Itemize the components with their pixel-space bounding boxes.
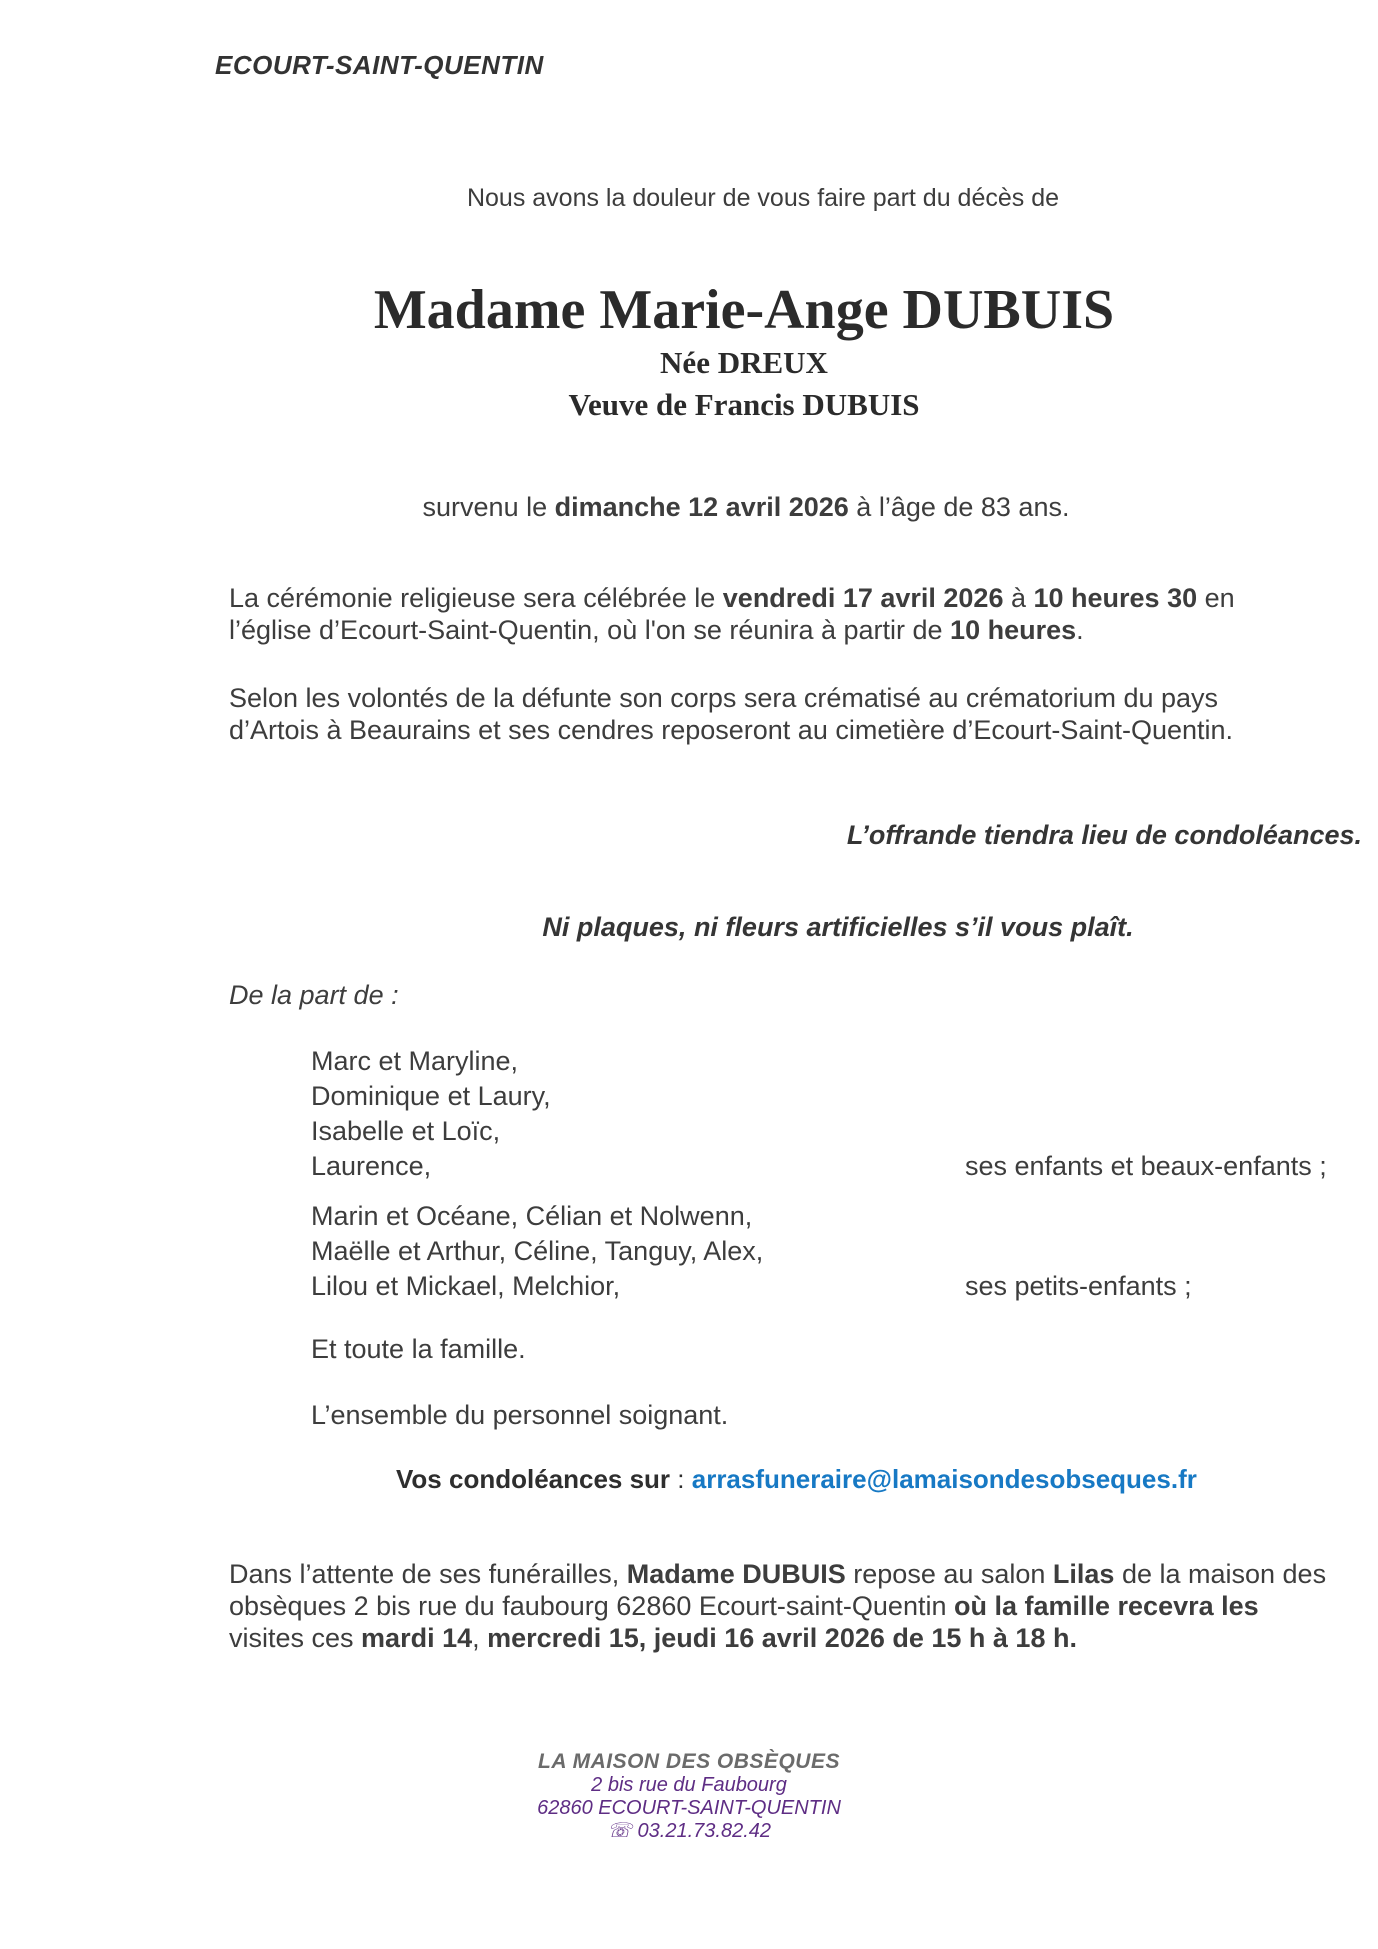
grandchild-line-1: Marin et Océane, Célian et Nolwenn, bbox=[311, 1201, 753, 1231]
ceremony-text-3: en l’église d’Ecourt-Saint-Quentin, où l'on se réunira à partir de bbox=[229, 583, 1235, 645]
deceased-maiden-name: Née DREUX bbox=[660, 345, 828, 380]
deceased-title-block bbox=[0, 278, 1378, 426]
child-line-4: Laurence, bbox=[311, 1151, 432, 1181]
child-line-1: Marc et Maryline, bbox=[311, 1046, 519, 1076]
visitation-day-1: mardi 14 bbox=[361, 1623, 473, 1653]
grandchild-line-3: Lilou et Mickael, Melchior, bbox=[311, 1271, 621, 1301]
deceased-name: Madame Marie-Ange DUBUIS bbox=[373, 279, 1115, 341]
funeral-home-phone: 03.21.73.82.42 bbox=[637, 1820, 772, 1842]
condolences-label: Vos condoléances sur bbox=[396, 1464, 671, 1494]
visitation-text-2: repose au salon bbox=[845, 1559, 1053, 1589]
death-date-post: à l’âge de 83 ans. bbox=[848, 492, 1070, 522]
condolences-separator: : bbox=[670, 1464, 692, 1494]
list-item bbox=[311, 1044, 1378, 1079]
cremation-paragraph: Selon les volontés de la défunte son corps sera crématisé au crématorium du pays d’Artois à Beaurains et ses cendres reposeront au cimetière d’Ecourt-Saint-Quentin. bbox=[229, 683, 1234, 745]
telephone-icon: ☏ bbox=[606, 1820, 632, 1842]
child-line-2: Dominique et Laury, bbox=[311, 1081, 551, 1111]
visitation-text-6: , bbox=[472, 1623, 488, 1653]
funeral-home-name: LA MAISON DES OBSÈQUES bbox=[538, 1750, 840, 1773]
deceased-widow-line: Veuve de Francis DUBUIS bbox=[568, 387, 920, 422]
child-line-3: Isabelle et Loïc, bbox=[311, 1116, 501, 1146]
ceremony-paragraph bbox=[229, 582, 1268, 646]
list-item bbox=[311, 1114, 1378, 1149]
ceremony-gathering-time: 10 heures bbox=[950, 615, 1077, 645]
list-item bbox=[311, 1079, 1378, 1114]
no-flowers-notice: Ni plaques, ni fleurs artificielles s’il vous plaît. bbox=[542, 912, 1134, 942]
visitation-paragraph bbox=[229, 1558, 1338, 1654]
grandchildren-relation-label: ses petits-enfants ; bbox=[965, 1271, 1192, 1301]
list-item bbox=[311, 1269, 1378, 1304]
funeral-home-phone-line bbox=[0, 1820, 1378, 1843]
condolences-email-link[interactable]: arrasfuneraire@lamaisondesobseques.fr bbox=[691, 1464, 1197, 1494]
intro-line: Nous avons la douleur de vous faire part du décès de bbox=[466, 184, 1060, 212]
ceremony-text-1: La cérémonie religieuse sera célébrée le bbox=[229, 583, 723, 613]
visitation-text-1: Dans l’attente de ses funérailles, bbox=[229, 1559, 627, 1589]
list-item bbox=[311, 1199, 1378, 1234]
grandchild-line-2: Maëlle et Arthur, Céline, Tanguy, Alex, bbox=[311, 1236, 764, 1266]
grandchildren-list bbox=[311, 1199, 1378, 1304]
children-relation-label: ses enfants et beaux-enfants ; bbox=[965, 1151, 1327, 1181]
offering-notice: L’offrande tiendra lieu de condoléances. bbox=[846, 820, 1362, 850]
funeral-home-address-line1: 2 bis rue du Faubourg bbox=[591, 1774, 787, 1796]
ceremony-date: vendredi 17 avril 2026 bbox=[722, 583, 1004, 613]
ceremony-text-2: à bbox=[1003, 583, 1034, 613]
death-date: dimanche 12 avril 2026 bbox=[554, 492, 849, 522]
children-list bbox=[311, 1044, 1378, 1184]
visitation-salon-name: Lilas bbox=[1052, 1559, 1115, 1589]
ceremony-time: 10 heures 30 bbox=[1033, 583, 1198, 613]
list-item bbox=[311, 1234, 1378, 1269]
from-heading: De la part de : bbox=[229, 980, 399, 1010]
visitation-days-times: mercredi 15, jeudi 16 avril 2026 de 15 h à 18 h. bbox=[487, 1623, 1077, 1653]
visitation-text-5: visites ces bbox=[229, 1623, 362, 1653]
whole-family-line: Et toute la famille. bbox=[311, 1334, 526, 1364]
condolences-line bbox=[396, 1462, 1378, 1496]
staff-line: L’ensemble du personnel soignant. bbox=[311, 1400, 729, 1430]
ceremony-text-4: . bbox=[1076, 615, 1084, 645]
commune-header: ECOURT-SAINT-QUENTIN bbox=[215, 50, 544, 80]
visitation-deceased-name: Madame DUBUIS bbox=[626, 1559, 846, 1589]
death-date-line bbox=[130, 490, 1362, 524]
list-item bbox=[311, 1149, 1378, 1184]
visitation-text-3: de la maison des obsèques 2 bis rue du faubourg 62860 Ecourt-saint-Quentin bbox=[229, 1559, 1327, 1621]
funeral-home-address-line2: 62860 ECOURT-SAINT-QUENTIN bbox=[537, 1797, 841, 1819]
funeral-home-footer bbox=[0, 1750, 1378, 1843]
death-date-pre: survenu le bbox=[422, 492, 555, 522]
visitation-text-4: où la famille recevra les bbox=[953, 1591, 1259, 1621]
